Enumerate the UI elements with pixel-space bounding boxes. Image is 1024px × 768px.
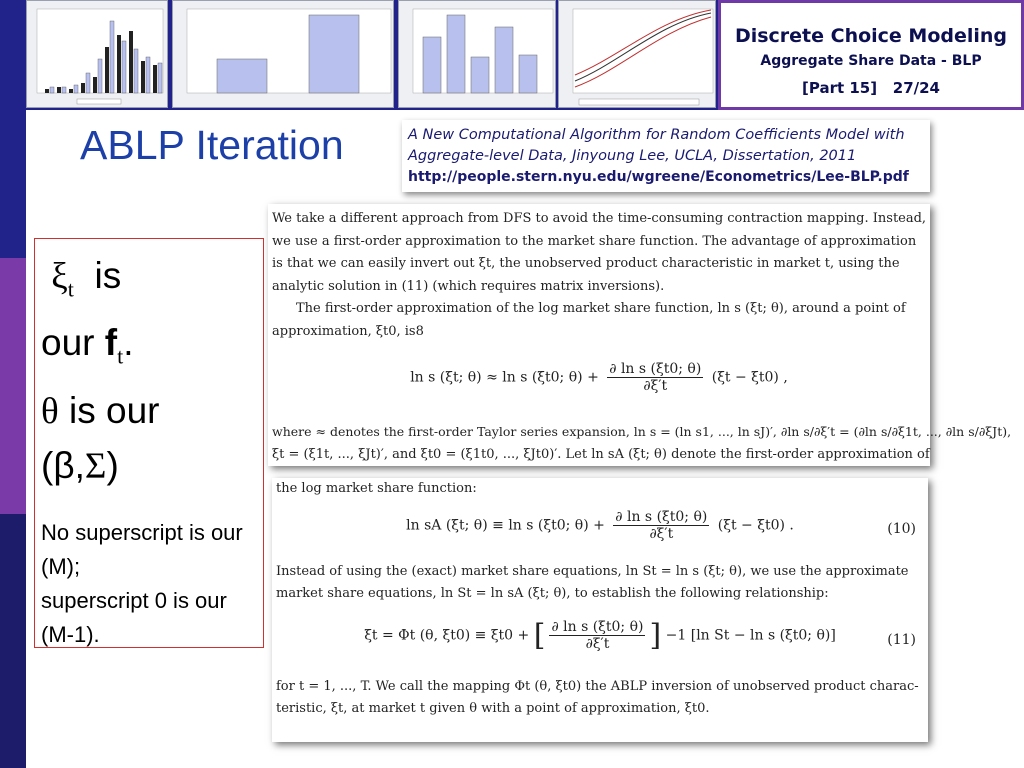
notes-box xyxy=(34,238,264,648)
fraction-denominator: ∂ξ′t xyxy=(649,525,674,542)
equation-11-rhs: −1 [ln St − ln s (ξt0; θ)] xyxy=(665,627,836,643)
notes-line-f xyxy=(41,316,257,383)
paper-line: We take a different approach from DFS to avoid the time-consuming contraction mapping. Instead, xyxy=(272,211,927,226)
citation-url[interactable]: http://people.stern.nyu.edu/wgreene/Econometrics/Lee-BLP.pdf xyxy=(408,169,909,185)
close-paren: ) xyxy=(106,444,119,486)
equation-10-lhs: ln sA (ξt; θ) ≡ ln s (ξt0; θ) + xyxy=(406,517,605,533)
equation-10-rhs: (ξt − ξt0) . xyxy=(717,517,794,533)
thumbnail-chart-4 xyxy=(558,0,716,108)
fraction-numerator: ∂ ln s (ξt0; θ) xyxy=(551,618,644,635)
bracket-close: ] xyxy=(649,617,662,653)
paper-excerpt-1 xyxy=(268,204,1012,466)
part-label: [Part 15] xyxy=(802,79,878,97)
equation-11-fraction xyxy=(549,619,645,652)
paper-line: the log market share function: xyxy=(276,481,477,496)
paper-line: ξt = (ξ1t, ..., ξJt)′, and ξt0 = (ξ1t0, ..., ξJt0)′. Let ln sA (ξt; θ) denote the first-order approximation of xyxy=(272,446,930,462)
f-symbol: f xyxy=(104,322,118,364)
fraction-denominator: ∂ξ′t xyxy=(585,635,610,652)
equation-11 xyxy=(276,618,924,666)
paper-line: teristic, ξt, at market t given θ with a point of approximation, ξt0. xyxy=(276,701,710,716)
paper-excerpt-2 xyxy=(272,478,928,742)
page-number: 27/24 xyxy=(892,79,940,97)
paper-line: for t = 1, ..., T. We call the mapping Φt (θ, ξt0) the ABLP inversion of unobserved product charac- xyxy=(276,678,919,694)
thumbnail-chart-3 xyxy=(398,0,556,108)
is-text: is xyxy=(94,255,122,296)
f-subscript: t xyxy=(117,343,124,369)
paper-line: we use a first-order approximation to the market share function. The advantage of approximation xyxy=(272,233,917,249)
notes-line-xi xyxy=(41,249,257,316)
sigma-symbol: Σ xyxy=(84,445,107,487)
bracket-open: [ xyxy=(533,617,546,653)
fraction-numerator: ∂ ln s (ξt0; θ) xyxy=(615,508,708,525)
paper-line: is that we can easily invert out ξt, the unobserved product characteristic in market t, using the xyxy=(272,256,900,271)
paper-line: approximation, ξt0, is8 xyxy=(272,323,424,339)
course-title: Discrete Choice Modeling xyxy=(734,25,1008,47)
notes-superscript-1: No superscript is our (M); xyxy=(41,519,243,579)
notes-line-theta xyxy=(41,384,257,439)
paper-line: Instead of using the (exact) market share equations, ln St = ln s (ξt; θ), we use the approximate xyxy=(276,563,909,579)
equation-10-number: (10) xyxy=(887,520,916,537)
notes-line-beta xyxy=(41,439,257,494)
thumbnail-chart-1 xyxy=(26,0,168,108)
paper-line: The first-order approximation of the log market share function, ln s (ξt; θ), around a point of xyxy=(296,301,906,316)
citation-line-2: Aggregate-level Data, Jinyoung Lee, UCLA, Dissertation, 2011 xyxy=(408,148,857,164)
slide-heading: ABLP Iteration xyxy=(80,122,344,168)
is-our-text: is our xyxy=(69,389,160,431)
part-indicator xyxy=(721,79,1021,97)
fraction-denominator: ∂ξ′t xyxy=(643,378,668,394)
period: . xyxy=(123,322,134,364)
equation-10-fraction xyxy=(613,509,709,542)
equation-lhs: ln s (ξt; θ) ≈ ln s (ξt0; θ) + xyxy=(410,369,599,386)
course-subtitle: Aggregate Share Data - BLP xyxy=(760,53,982,69)
paper-line: analytic solution in (11) (which requires matrix inversions). xyxy=(272,278,665,294)
left-bar-middle xyxy=(0,258,26,514)
xi-subscript: t xyxy=(67,276,74,302)
xi-symbol: ξ xyxy=(51,256,68,297)
equation-taylor xyxy=(272,361,926,405)
theta-symbol: θ xyxy=(41,390,59,432)
equation-10 xyxy=(276,509,924,553)
slide-title-box xyxy=(718,0,1024,110)
left-bar-top xyxy=(0,0,26,258)
our-text: our xyxy=(41,322,95,364)
paper-line: market share equations, ln St = ln sA (ξt; θ), to establish the following relationship: xyxy=(276,586,829,601)
citation-line-1: A New Computational Algorithm for Random Coefficients Model with xyxy=(408,127,905,143)
fraction-numerator: ∂ ln s (ξt0; θ) xyxy=(609,361,702,377)
equation-11-number: (11) xyxy=(887,631,916,648)
equation-rhs: (ξt − ξt0) , xyxy=(711,369,788,386)
notes-superscript-2: superscript 0 is our (M-1). xyxy=(41,587,227,647)
equation-11-lhs: ξt = Φt (θ, ξt0) ≡ ξt0 + xyxy=(364,627,530,643)
citation-box xyxy=(402,120,930,192)
equation-fraction xyxy=(607,361,703,394)
thumbnail-chart-2 xyxy=(172,0,394,108)
paper-line: where ≈ denotes the first-order Taylor series expansion, ln s = (ln s1, ..., ln sJ)′, ∂ln s/∂ξ′t = (∂ln s/∂ξ1t, ..., ∂ln s/∂ξJt), xyxy=(272,424,1012,439)
beta-text: (β, xyxy=(41,444,85,486)
left-bar-bottom xyxy=(0,514,26,768)
